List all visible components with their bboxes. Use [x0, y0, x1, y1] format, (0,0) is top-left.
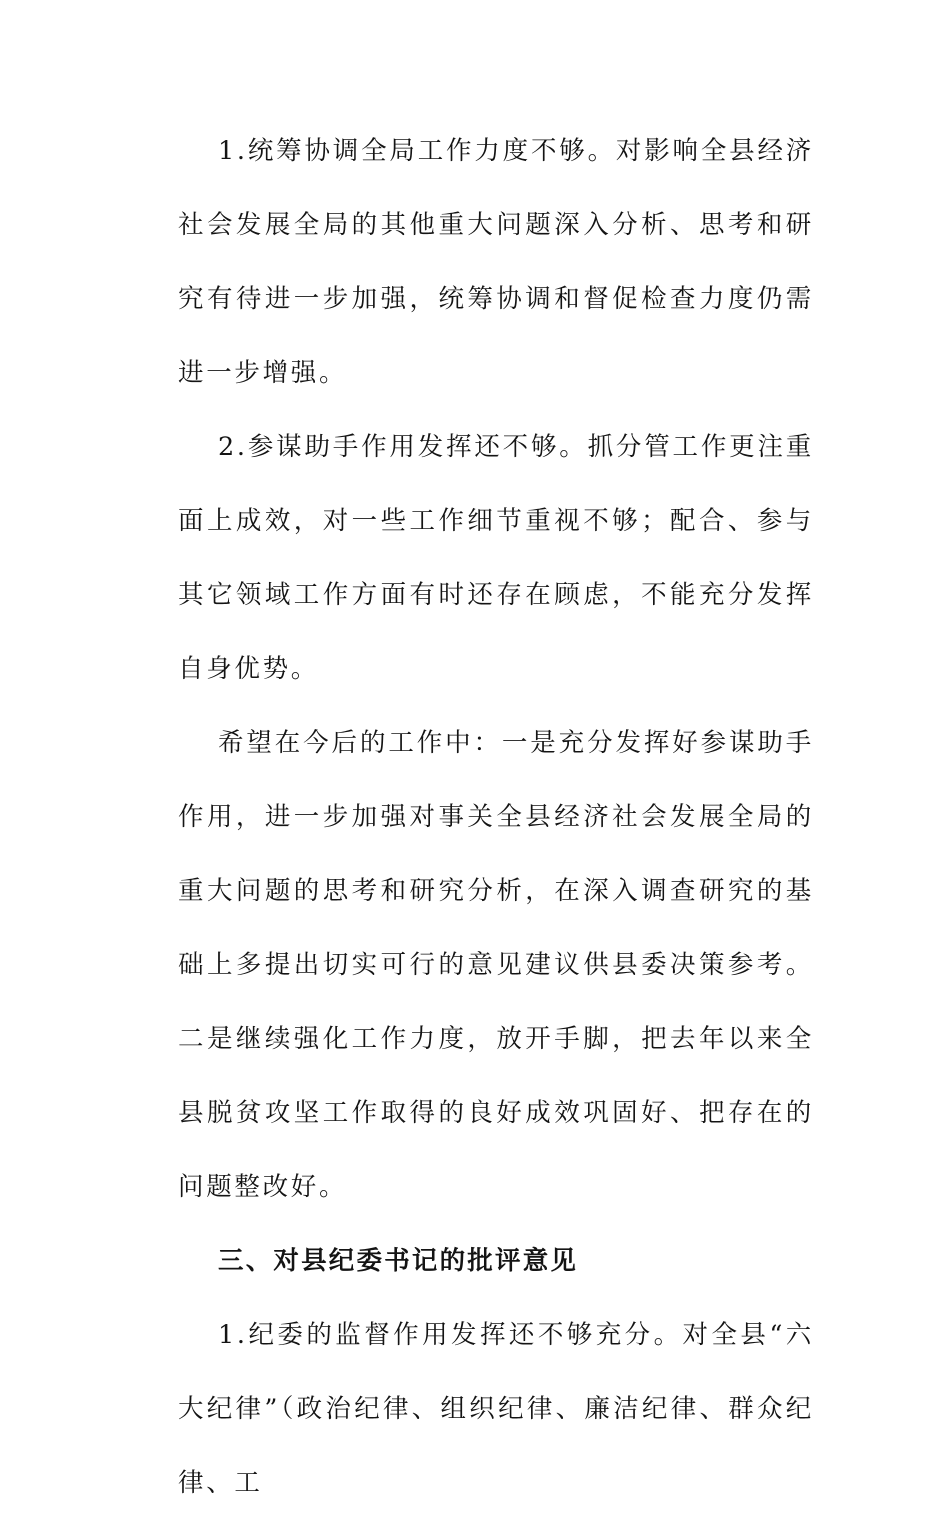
paragraph-4: 1.纪委的监督作用发挥还不够充分。对全县“六大纪律”（政治纪律、组织纪律、廉洁纪律、群众纪律、工 [178, 1320, 814, 1498]
paragraph-3: 希望在今后的工作中：一是充分发挥好参谋助手作用，进一步加强对事关全县经济社会发展全局的重大问题的思考和研究分析，在深入调查研究的基础上多提出切实可行的意见建议供县委决策参考。二是继续强化工作力度，放开手脚，把去年以来全县脱贫攻坚工作取得的良好成效巩固好、把存在的问题整改好。 [178, 728, 814, 1202]
document-body [178, 114, 814, 1520]
paragraph-1: 1.统筹协调全局工作力度不够。对影响全县经济社会发展全局的其他重大问题深入分析、思考和研究有待进一步加强，统筹协调和督促检查力度仍需进一步增强。 [178, 136, 814, 388]
paragraph-2: 2.参谋助手作用发挥还不够。抓分管工作更注重面上成效，对一些工作细节重视不够；配合、参与其它领域工作方面有时还存在顾虑，不能充分发挥自身优势。 [178, 432, 814, 684]
section-heading: 三、对县纪委书记的批评意见 [218, 1246, 579, 1276]
